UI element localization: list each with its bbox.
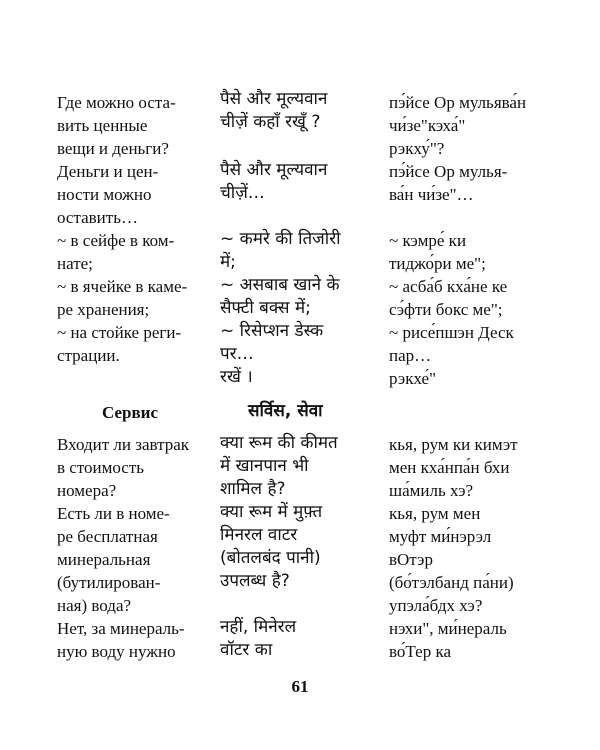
russian-line: страции.	[57, 346, 120, 365]
russian-line: (бутилирован-	[57, 573, 161, 592]
russian-heading: Сервис	[102, 403, 159, 422]
hindi-line: ~ असबाब खाने के	[220, 275, 340, 295]
russian-line: Нет, за минераль-	[57, 619, 185, 638]
hindi-line: शामिल है?	[220, 479, 286, 499]
russian-line: Есть ли в номе-	[57, 504, 170, 523]
transliteration-line: тиджо́ри ме";	[389, 254, 486, 273]
hindi-line: (बोतलबंद पानी)	[220, 548, 321, 568]
russian-line: вещи и деньги?	[57, 139, 169, 158]
hindi-line: में;	[220, 252, 236, 272]
hindi-line: पर…	[220, 344, 254, 364]
russian-line: Деньги и цен-	[57, 162, 159, 181]
transliteration-line: кья, рум мен	[389, 504, 481, 523]
russian-line: ре хранения;	[57, 300, 150, 319]
hindi-heading: सर्विस, सेवा	[248, 401, 323, 421]
russian-line: ную воду нужно	[57, 642, 176, 661]
russian-line: ная) вода?	[57, 596, 132, 615]
russian-line: Входит ли завтрак	[57, 435, 190, 454]
hindi-line: पैसे और मूल्यवान	[220, 160, 328, 180]
hindi-line: ~ कमरे की तिजोरी	[220, 229, 341, 249]
russian-line: вить ценные	[57, 116, 148, 135]
transliteration-line: чи́зе"кэха́"	[389, 116, 466, 135]
transliteration-line: упэла́бдх хэ?	[389, 596, 483, 615]
transliteration-line: ~ асба́б кха́не ке	[389, 277, 508, 296]
transliteration-line: муфт ми́нэрэл	[389, 527, 492, 546]
transliteration-line: пэ́йсе Ор мулья-	[389, 162, 508, 181]
transliteration-line: кья, рум ки кимэт	[389, 435, 518, 454]
russian-line: номера?	[57, 481, 117, 500]
russian-line: ~ в ячейке в каме-	[57, 277, 188, 296]
transliteration-line: рэкху́"?	[389, 139, 445, 158]
hindi-line: उपलब्ध है?	[220, 571, 290, 591]
hindi-line: रखें ।	[220, 367, 253, 387]
transliteration-line: пэ́йсе Ор мульява́н	[389, 93, 527, 112]
transliteration-line: во́Тер ка	[389, 642, 451, 661]
transliteration-line: ша́миль хэ?	[389, 481, 474, 500]
hindi-line: ~ रिसेप्शन डेस्क	[220, 321, 324, 341]
russian-line: оставить…	[57, 208, 138, 227]
hindi-line: सैफ्टी बक्स में;	[220, 298, 311, 318]
hindi-line: क्या रूम में मुफ़्त	[220, 502, 323, 522]
transliteration-line: мен кха́нпа́н бхи	[389, 458, 510, 477]
transliteration-line: рэкхе́"	[389, 369, 437, 388]
transliteration-line: пар…	[389, 346, 432, 365]
hindi-line: मिनरल वाटर	[220, 525, 298, 545]
russian-line: в стоимость	[57, 458, 145, 477]
transliteration-line: нэхи", ми́нераль	[389, 619, 507, 638]
russian-line: ~ в сейфе в ком-	[57, 231, 175, 250]
russian-line: Где можно оста-	[57, 93, 176, 112]
transliteration-line: ~ рисе́пшэн Деск	[389, 323, 514, 342]
hindi-line: चीज़ें…	[220, 183, 265, 203]
transliteration-line: ва́н чи́зе"…	[389, 185, 474, 204]
transliteration-line: вОтэр	[389, 550, 433, 569]
russian-line: минеральная	[57, 550, 151, 569]
transliteration-line: (бо́тэлбанд па́ни)	[389, 573, 514, 592]
russian-line: ре бесплатная	[57, 527, 158, 546]
russian-line: ности можно	[57, 185, 152, 204]
russian-line: ~ на стойке реги-	[57, 323, 182, 342]
hindi-line: में खानपान भी	[220, 456, 309, 476]
page-number: 61	[291, 677, 309, 696]
hindi-line: वॉटर का	[220, 640, 273, 660]
transliteration-line: сэ́фти бокс ме";	[389, 300, 503, 319]
hindi-line: क्या रूम की कीमत	[220, 433, 338, 453]
hindi-line: चीज़ें कहाँ रखूँ ?	[220, 112, 321, 132]
russian-line: нате;	[57, 254, 93, 273]
transliteration-line: ~ кэмре́ ки	[389, 231, 467, 250]
hindi-line: पैसे और मूल्यवान	[220, 89, 328, 109]
hindi-line: नहीं, मिनेरल	[220, 617, 297, 637]
